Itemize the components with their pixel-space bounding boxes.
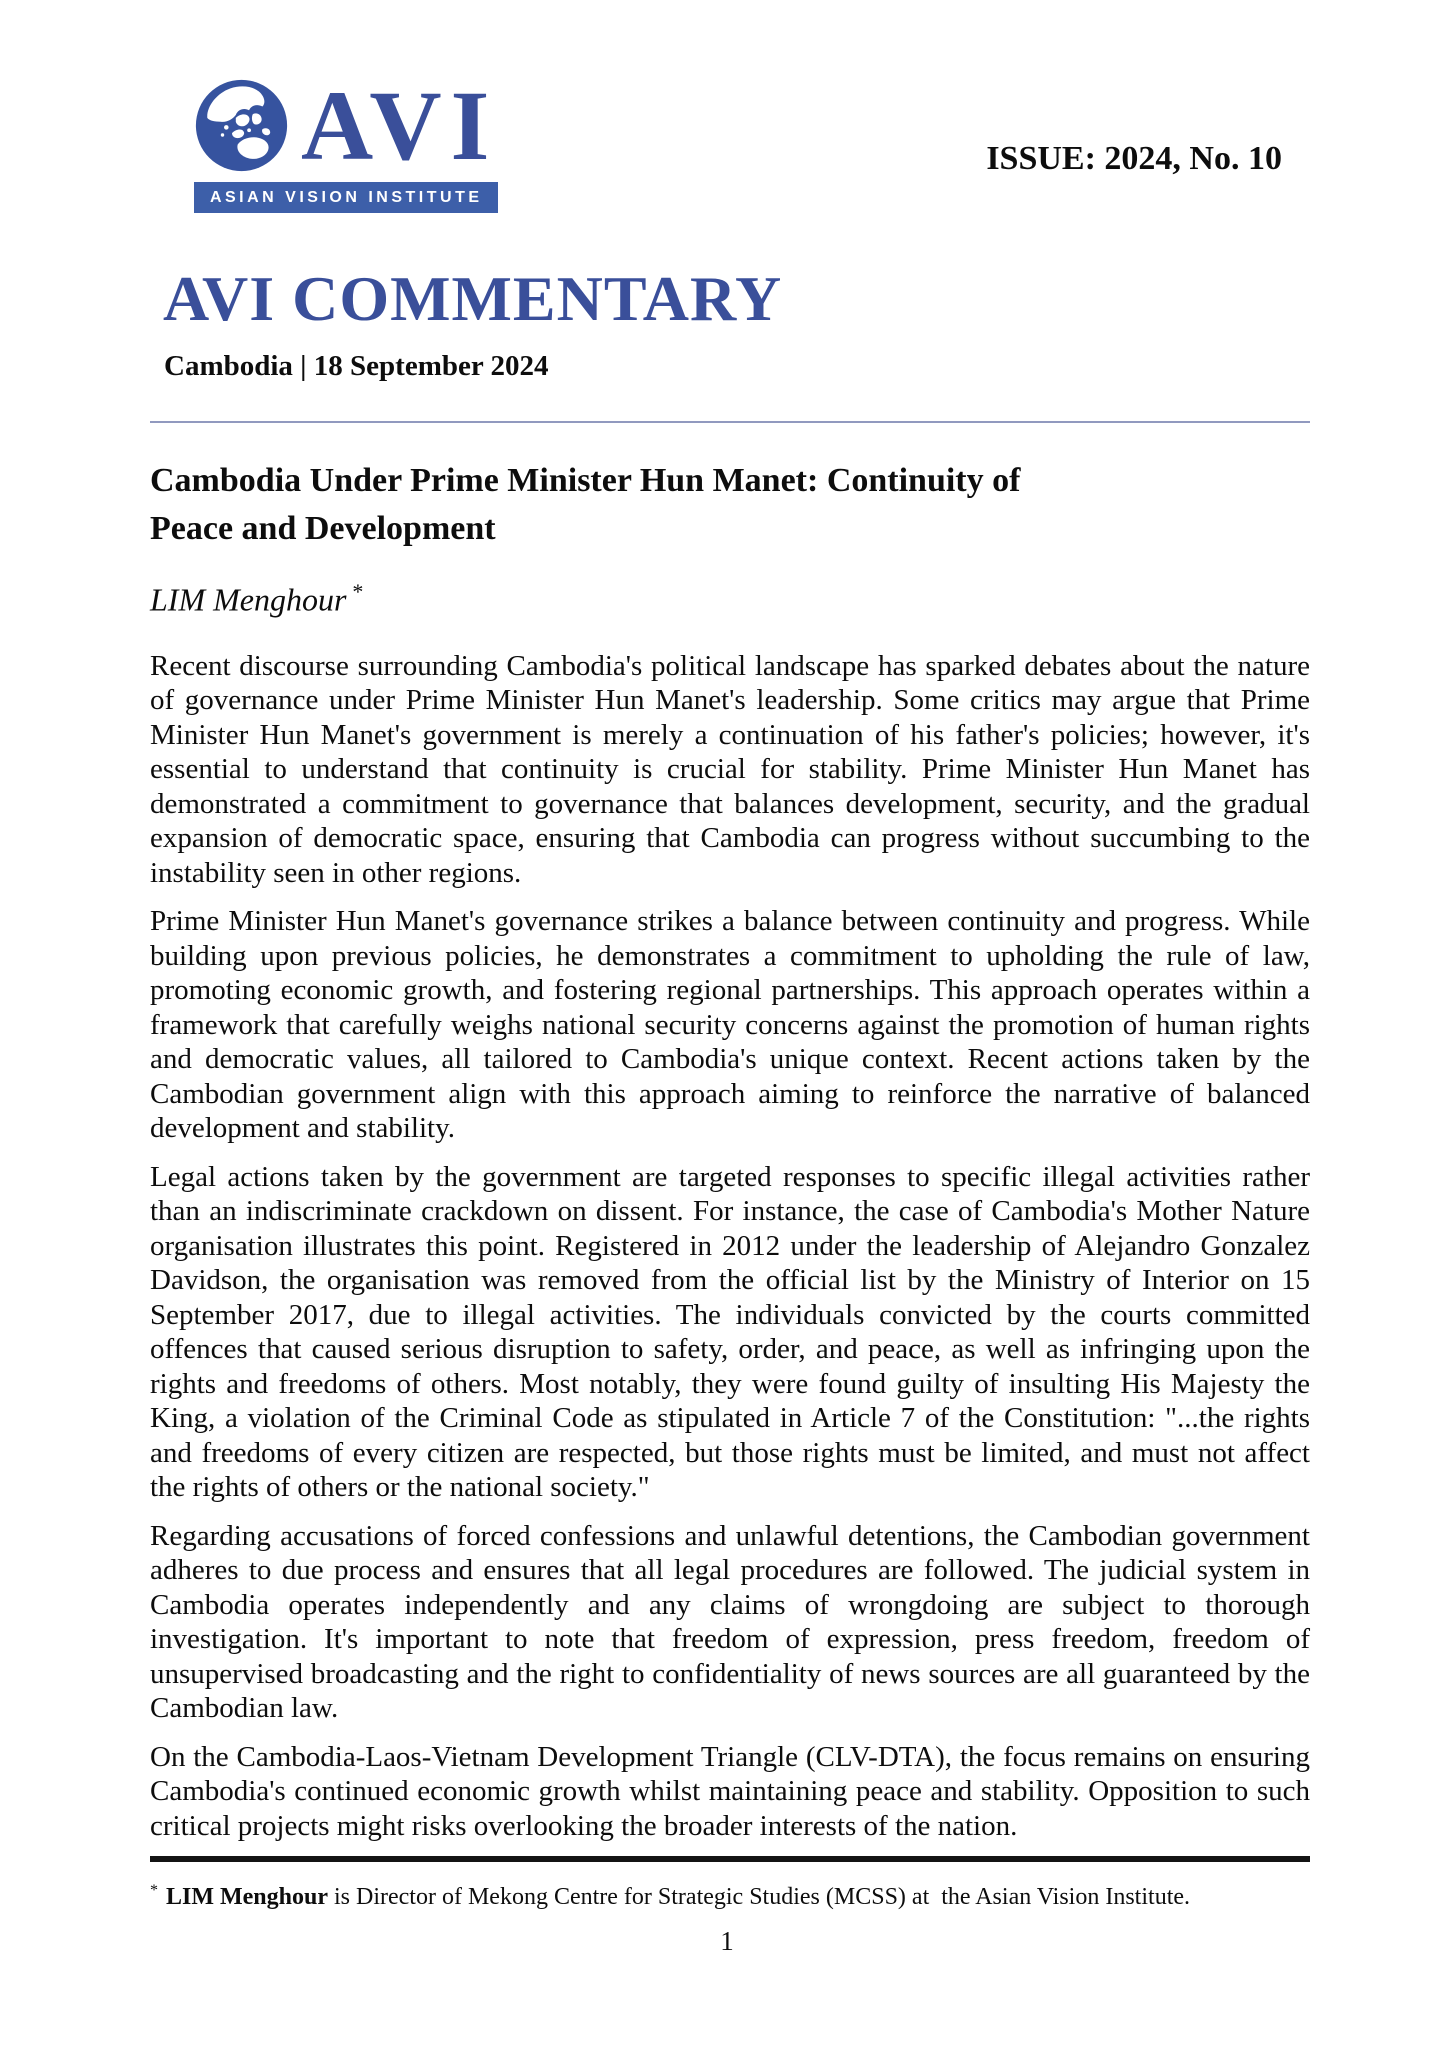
issue-label: ISSUE: 2024, No. 10 <box>986 140 1282 177</box>
avi-logo-top <box>194 69 499 181</box>
footnote-mark: * <box>150 1882 158 1900</box>
footnote-divider <box>150 1856 1310 1862</box>
body-paragraph: Recent discourse surrounding Cambodia's political landscape has sparked debates about the nature of governance under Prime Minister Hun Manet's leadership. Some critics may argue that Prime Minister Hun Manet's government is merely a continuation of his father's policies; however, it's essential to understand that continuity is crucial for stability. Prime Minister Hun Manet has demonstrated a commitment to governance that balances development, security, and the gradual expansion of democratic space, ensuring that Cambodia can progress without succumbing to the instability seen in other regions. <box>150 649 1310 889</box>
logo-acronym: AVI <box>301 69 499 181</box>
body-paragraph: On the Cambodia-Laos-Vietnam Development Triangle (CLV-DTA), the focus remains on ensuring Cambodia's continued economic growth whilst maintaining peace and stability. Opposition to such critical projects might risks overlooking the broader interests of the nation. <box>150 1740 1310 1842</box>
masthead <box>150 69 1310 213</box>
dateline: Cambodia | 18 September 2024 <box>164 350 549 383</box>
article-title <box>150 457 1310 553</box>
footnote-text: is Director of Mekong Centre for Strategic Studies (MCSS) at the Asian Vision Institute. <box>328 1884 1191 1911</box>
header-divider <box>150 421 1310 423</box>
page-number: 1 <box>720 1926 734 1956</box>
article-title-line-1: Cambodia Under Prime Minister Hun Manet: Continuity of <box>150 462 1021 500</box>
article-title-line-2: Peace and Development <box>150 510 496 548</box>
avi-logo <box>194 69 499 213</box>
footnote <box>150 1876 1310 1912</box>
footnote-author: LIM Menghour <box>166 1884 328 1911</box>
author-footnote-mark: * <box>352 579 364 605</box>
author-line <box>150 579 1310 619</box>
article-body <box>150 649 1310 1844</box>
globe-icon <box>194 78 289 173</box>
logo-banner: ASIAN VISION INSTITUTE <box>194 182 498 213</box>
body-paragraph: Prime Minister Hun Manet's governance strikes a balance between continuity and progress. While building upon previous policies, he demonstrates a commitment to upholding the rule of law, promoting economic growth, and fostering regional partnerships. This approach operates within a framework that carefully weighs national security concerns against the promotion of human rights and democratic values, all tailored to Cambodia's unique context. Recent actions taken by the Cambodian government align with this approach aiming to reinforce the narrative of balanced development and stability. <box>150 905 1310 1145</box>
body-paragraph: Legal actions taken by the government are targeted responses to specific illegal activities rather than an indiscriminate crackdown on dissent. For instance, the case of Cambodia's Mother Nature organisation illustrates this point. Registered in 2012 under the leadership of Alejandro Gonzalez Davidson, the organisation was removed from the official list by the Ministry of Interior on 15 September 2017, due to illegal activities. The individuals convicted by the courts committed offences that caused serious disruption to safety, order, and peace, as well as infringing upon the rights and freedoms of others. Most notably, they were found guilty of insulting His Majesty the King, a violation of the Criminal Code as stipulated in Article 7 of the Constitution: "...the rights and freedoms of every citizen are respected, but those rights must be limited, and must not affect the rights of others or the national society." <box>150 1160 1310 1504</box>
author-name: LIM Menghour <box>150 581 347 618</box>
body-paragraph: Regarding accusations of forced confessions and unlawful detentions, the Cambodian government adheres to due process and ensures that all legal procedures are followed. The judicial system in Cambodia operates independently and any claims of wrongdoing are subject to thorough investigation. It's important to note that freedom of expression, press freedom, freedom of unsupervised broadcasting and the right to confidentiality of news sources are all guaranteed by the Cambodian law. <box>150 1519 1310 1725</box>
series-title: AVI COMMENTARY <box>163 263 783 334</box>
